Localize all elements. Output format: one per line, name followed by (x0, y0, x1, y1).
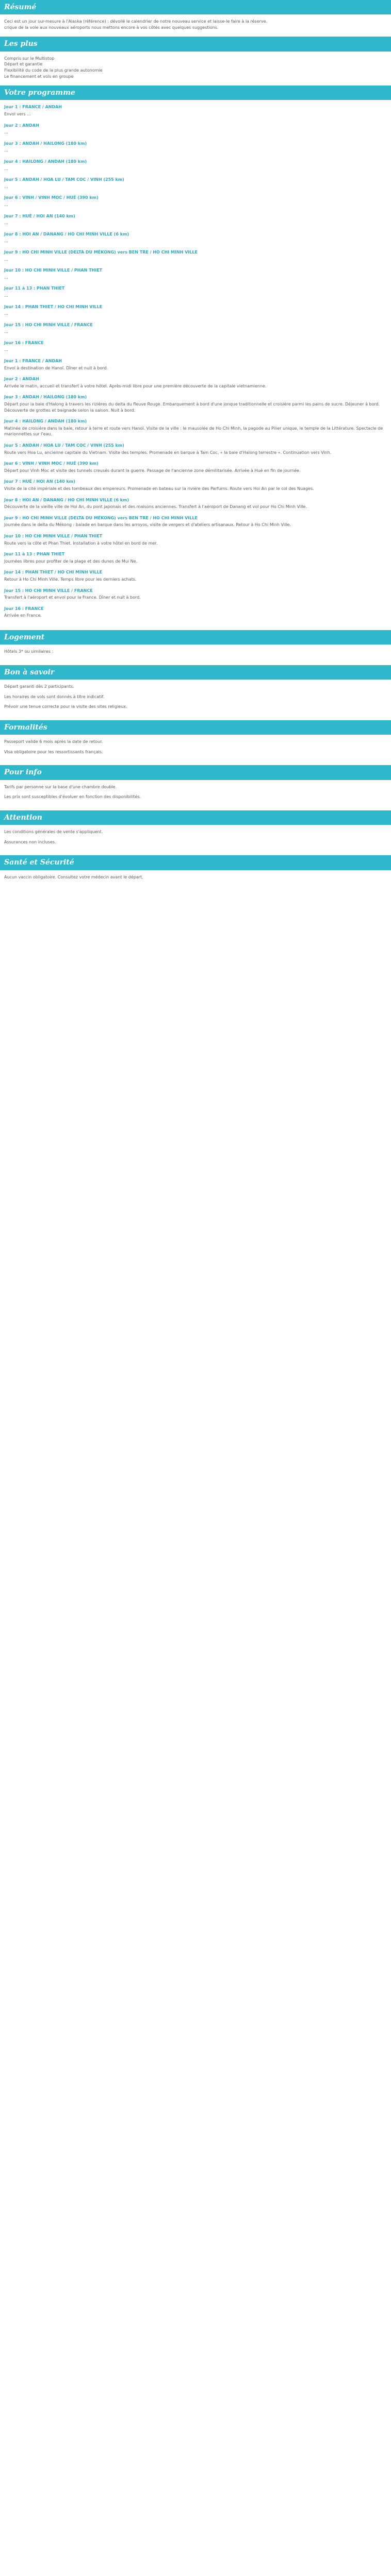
plan-line: Le financement et vols en groupe (4, 74, 74, 79)
attention-content (0, 825, 391, 855)
programme-day (4, 479, 387, 492)
day-title: Jour 5 : ANDAH / HOA LU / TAM COC / VINH (255 km) (4, 443, 124, 448)
attention-line: Assurances non incluses. (4, 839, 56, 844)
formalites-line: Passeport valide 6 mois après la date de retour. (4, 739, 103, 744)
resume-line: crique de la voie aux nouveaux aéroports nous mettons encore à vos côtés avec quelques suggestions. (4, 25, 219, 30)
day-description: Envol à destination de Hanoï. Dîner et nuit à bord. (4, 365, 108, 370)
programme-day (4, 497, 387, 510)
programme-day (4, 285, 387, 298)
day-description: Départ pour Vinh Moc et visite des tunnels creusés durant la guerre. Passage de l'ancienne zone démilitarisée. Arrivée à Hué en fin de journée. (4, 468, 301, 473)
day-title: Jour 4 : HAILONG / ANDAH (180 km) (4, 159, 87, 164)
sante-line: Aucun vaccin obligatoire. Consultez votre médecin avant le départ. (4, 874, 143, 879)
programme-day (4, 358, 387, 371)
programme-day (4, 606, 387, 619)
programme-day (4, 231, 387, 244)
resume-line: Ceci est un jour sur-mesure à l'Alaska (référence) : dévoilé le calendrier de notre nouveau service et laisse-le faire à la réserve. (4, 19, 268, 24)
programme-section (0, 86, 391, 630)
day-description: Envol vers ... (4, 112, 31, 117)
day-description: Visite de la cité impériale et des tombeaux des empereurs. Promenade en bateau sur la rivière des Parfums. Route vers Hoi An par le col des Nuages. (4, 486, 314, 491)
formalites-line: Visa obligatoire pour les ressortissants français. (4, 749, 103, 754)
logement-line: Hôtels 3* ou similaires : (4, 649, 54, 654)
day-title: Jour 6 : VINH / VINH MOC / HUÉ (390 km) (4, 461, 99, 466)
programme-day (4, 551, 387, 564)
programme-day (4, 177, 387, 190)
programme-day (4, 104, 387, 117)
programme-day (4, 515, 387, 528)
logement-banner: Logement (0, 630, 391, 645)
programme-day (4, 569, 387, 582)
day-title: Jour 2 : ANDAH (4, 123, 39, 128)
programme-day (4, 322, 387, 335)
programme-day (4, 195, 387, 208)
formalites-content (0, 735, 391, 765)
bonasavoir-content (0, 680, 391, 720)
day-title: Jour 9 : HO CHI MINH VILLE (DELTA DU MÉKONG) vers BEN TRE / HO CHI MINH VILLE (4, 515, 198, 520)
attention-section (0, 810, 391, 855)
programme-day (4, 340, 387, 353)
day-title: Jour 11 à 13 : PHAN THIET (4, 552, 65, 557)
programme-day (4, 123, 387, 135)
day-title: Jour 1 : FRANCE / ANDAH (4, 105, 62, 110)
day-title: Jour 3 : ANDAH / HAILONG (180 km) (4, 141, 87, 146)
day-description: Journées libres pour profiter de la plage et des dunes de Mui Ne. (4, 558, 138, 564)
programme-day (4, 213, 387, 226)
logement-section (0, 630, 391, 665)
formalites-banner: Formalités (0, 720, 391, 735)
day-title: Jour 8 : HOI AN / DANANG / HO CHI MINH VILLE (6 km) (4, 497, 129, 502)
programme-day (4, 443, 387, 455)
day-description: Journée dans le delta du Mékong : balade en barque dans les arroyos, visite de vergers et d'ateliers artisanaux. Retour à Ho Chi Minh Ville. (4, 522, 291, 528)
day-title: Jour 4 : HAILONG / ANDAH (180 km) (4, 419, 87, 424)
programme-day (4, 461, 387, 473)
sante-content (0, 870, 391, 891)
sante-banner: Santé et Sécurité (0, 855, 391, 870)
bonasavoir-banner: Bon à savoir (0, 665, 391, 680)
resume-content (0, 14, 391, 37)
pourinfo-banner: Pour info (0, 765, 391, 779)
day-description: ... (4, 311, 8, 316)
day-title: Jour 10 : HO CHI MINH VILLE / PHAN THIET (4, 268, 103, 273)
day-title: Jour 5 : ANDAH / HOA LU / TAM COC / VINH (255 km) (4, 177, 124, 182)
logement-content (0, 645, 391, 665)
day-description: ... (4, 184, 8, 189)
day-title: Jour 7 : HUÉ / HOI AN (140 km) (4, 213, 75, 218)
day-description: ... (4, 130, 8, 135)
day-title: Jour 11 à 13 : PHAN THIET (4, 286, 65, 291)
day-description: ... (4, 329, 8, 334)
day-title: Jour 10 : HO CHI MINH VILLE / PHAN THIET (4, 533, 103, 538)
pourinfo-content (0, 780, 391, 810)
bonasavoir-line: Départ garanti dès 2 participants. (4, 684, 74, 689)
pourinfo-line: Tarifs par personne sur la base d'une chambre double. (4, 784, 117, 789)
plan-line: Compris sur le Multistop (4, 56, 55, 61)
day-description: Route vers la côte et Phan Thiet. Installation à votre hôtel en bord de mer. (4, 540, 158, 546)
day-title: Jour 15 : HO CHI MINH VILLE / FRANCE (4, 322, 93, 327)
day-title: Jour 9 : HO CHI MINH VILLE (DELTA DU MÉKONG) vers BEN TRE / HO CHI MINH VILLE (4, 249, 198, 255)
plan-content (0, 52, 391, 86)
bonasavoir-section (0, 665, 391, 720)
day-description: Arrivée le matin, accueil et transfert à votre hôtel. Après-midi libre pour une première découverte de la capitale vietnamienne. (4, 383, 267, 388)
programme-day (4, 159, 387, 172)
day-title: Jour 14 : PHAN THIET / HO CHI MINH VILLE (4, 304, 103, 309)
day-description: ... (4, 239, 8, 244)
day-description: ... (4, 221, 8, 226)
day-description: Transfert à l'aéroport et envol pour la France. Dîner et nuit à bord. (4, 595, 141, 600)
resume-section (0, 0, 391, 37)
programme-day (4, 141, 387, 154)
day-description: Retour à Ho Chi Minh Ville. Temps libre pour les derniers achats. (4, 577, 137, 582)
programme-day (4, 249, 387, 262)
day-description: Arrivée en France. (4, 613, 42, 618)
day-description: Route vers Hoa Lu, ancienne capitale du Vietnam. Visite des temples. Promenade en barque à Tam Coc, « la baie d'Halong terrestre ». Continuation vers Vinh. (4, 450, 332, 455)
sante-section (0, 855, 391, 890)
attention-line: Les conditions générales de vente s'appliquent. (4, 829, 103, 835)
day-description: ... (4, 347, 8, 352)
resume-banner: Résumé (0, 0, 391, 14)
programme-day (4, 588, 387, 601)
day-description: ... (4, 148, 8, 153)
day-title: Jour 3 : ANDAH / HAILONG (180 km) (4, 395, 87, 400)
day-description: ... (4, 275, 8, 280)
plan-line: Départ et garantie (4, 62, 43, 67)
day-title: Jour 14 : PHAN THIET / HO CHI MINH VILLE (4, 570, 103, 575)
day-title: Jour 8 : HOI AN / DANANG / HO CHI MINH VILLE (6 km) (4, 231, 129, 236)
day-description: Départ pour la baie d'Halong à travers les rizières du delta du fleuve Rouge. Embarquement à bord d'une jonque traditionnelle et croisière parmi les pains de sucre. Déjeuner à bord. Découverte de grottes et baignade selon la saison. Nuit à bord. (4, 402, 380, 413)
day-title: Jour 16 : FRANCE (4, 340, 44, 345)
formalites-section (0, 720, 391, 765)
day-description: Matinée de croisière dans la baie, retour à terre et route vers Hanoï. Visite de la ville : le mausolée de Ho Chi Minh, la pagode au Pilier unique, le temple de la Littérature. Spectacle de marionnettes sur l'eau. (4, 426, 383, 437)
programme-day (4, 267, 387, 280)
programme-days (0, 100, 391, 630)
pourinfo-line: Les prix sont susceptibles d'évoluer en fonction des disponibilités. (4, 794, 141, 800)
day-title: Jour 15 : HO CHI MINH VILLE / FRANCE (4, 588, 93, 593)
bonasavoir-line: Les horaires de vols sont donnés à titre indicatif. (4, 694, 105, 699)
attention-banner: Attention (0, 810, 391, 825)
programme-day (4, 376, 387, 389)
programme-day (4, 394, 387, 413)
programme-day (4, 304, 387, 317)
plan-line: Flexibilité du code de la plus grande autonomie (4, 67, 103, 73)
day-description: ... (4, 257, 8, 262)
day-title: Jour 6 : VINH / VINH MOC / HUÉ (390 km) (4, 195, 99, 200)
day-description: ... (4, 293, 8, 298)
programme-day (4, 418, 387, 437)
day-title: Jour 16 : FRANCE (4, 606, 44, 611)
day-title: Jour 2 : ANDAH (4, 377, 39, 382)
programme-day (4, 533, 387, 546)
day-title: Jour 1 : FRANCE / ANDAH (4, 359, 62, 364)
bonasavoir-line: Prévoir une tenue correcte pour la visite des sites religieux. (4, 704, 127, 709)
plan-banner: Les plus (0, 37, 391, 51)
day-description: Découverte de la vieille ville de Hoi An, du pont japonais et des maisons anciennes. Transfert à l'aéroport de Danang et vol pour Ho Chi Minh Ville. (4, 504, 307, 510)
day-title: Jour 7 : HUÉ / HOI AN (140 km) (4, 479, 75, 484)
day-description: ... (4, 202, 8, 207)
programme-banner: Votre programme (0, 86, 391, 100)
day-description: ... (4, 166, 8, 171)
pourinfo-section (0, 765, 391, 810)
plan-section (0, 37, 391, 86)
